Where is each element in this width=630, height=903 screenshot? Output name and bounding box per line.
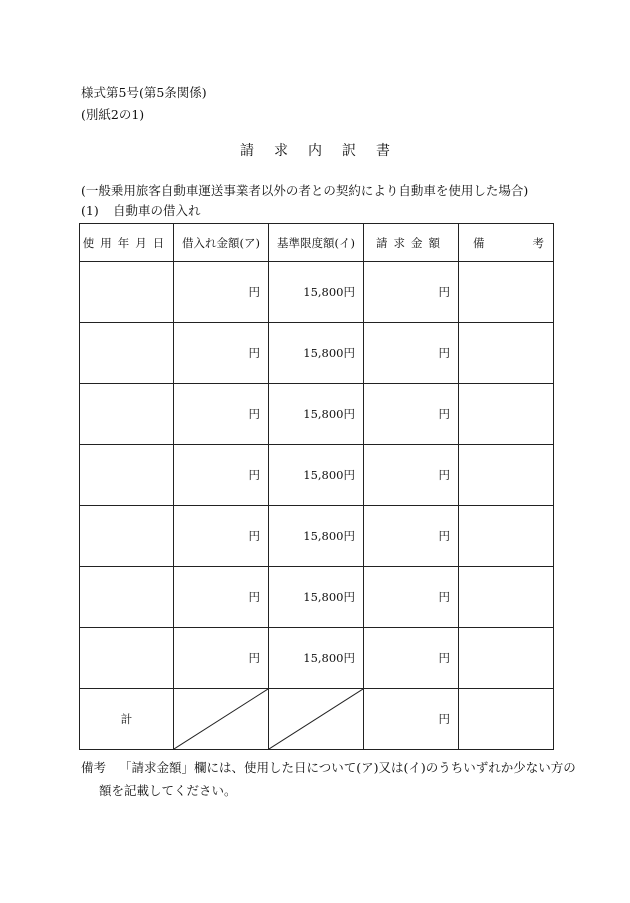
cell-standard-limit[interactable]: 15,800円 [269, 384, 364, 445]
document-title: 請求内訳書 [240, 143, 410, 159]
cell-remarks[interactable] [459, 323, 554, 384]
cell-standard-limit[interactable]: 15,800円 [269, 323, 364, 384]
form-number: 様式第5号(第5条関係) [81, 85, 207, 100]
cell-standard-limit[interactable]: 15,800円 [269, 628, 364, 689]
total-rental-crossed-out [174, 689, 269, 750]
cell-claim-amount[interactable]: 円 [364, 384, 459, 445]
cell-remarks[interactable] [459, 567, 554, 628]
total-limit-crossed-out [269, 689, 364, 750]
header-remarks-part-1: 備 [473, 235, 485, 250]
cell-usage-date[interactable] [80, 384, 174, 445]
cell-standard-limit[interactable]: 15,800円 [269, 506, 364, 567]
cell-rental-amount[interactable]: 円 [174, 323, 269, 384]
cell-usage-date[interactable] [80, 445, 174, 506]
header-usage-date: 使用年月日 [80, 224, 174, 262]
table-row [80, 628, 554, 689]
section-label: 自動車の借入れ [113, 203, 201, 218]
cell-standard-limit[interactable]: 15,800円 [269, 567, 364, 628]
diagonal-strike [174, 689, 268, 749]
table-row [80, 384, 554, 445]
cell-remarks[interactable] [459, 445, 554, 506]
note-label: 備考 [81, 760, 107, 775]
cell-rental-amount[interactable]: 円 [174, 445, 269, 506]
cell-rental-amount[interactable]: 円 [174, 567, 269, 628]
total-remarks[interactable] [459, 689, 554, 750]
table-row [80, 506, 554, 567]
section-number: (1) [81, 203, 99, 218]
table-row [80, 445, 554, 506]
cell-rental-amount[interactable]: 円 [174, 506, 269, 567]
cell-remarks[interactable] [459, 384, 554, 445]
cell-rental-amount[interactable]: 円 [174, 628, 269, 689]
cell-remarks[interactable] [459, 628, 554, 689]
attachment-label: (別紙2の1) [81, 107, 145, 122]
note-line-2: 額を記載してください。 [99, 783, 237, 798]
cell-rental-amount[interactable]: 円 [174, 384, 269, 445]
cell-usage-date[interactable] [80, 262, 174, 323]
table-row [80, 323, 554, 384]
cell-rental-amount[interactable]: 円 [174, 262, 269, 323]
header-standard-limit: 基準限度額(イ) [269, 224, 364, 262]
cell-claim-amount[interactable]: 円 [364, 567, 459, 628]
cell-remarks[interactable] [459, 506, 554, 567]
cell-usage-date[interactable] [80, 628, 174, 689]
total-row [80, 689, 554, 750]
note-text: 「請求金額」欄には、使用した日について(ア)又は(イ)のうちいずれか少ない方の [119, 760, 576, 775]
note-line-1 [81, 758, 576, 776]
total-label: 計 [80, 689, 174, 750]
cell-claim-amount[interactable]: 円 [364, 323, 459, 384]
cell-standard-limit[interactable]: 15,800円 [269, 262, 364, 323]
cell-usage-date[interactable] [80, 567, 174, 628]
table-row [80, 262, 554, 323]
cell-claim-amount[interactable]: 円 [364, 506, 459, 567]
cell-claim-amount[interactable]: 円 [364, 445, 459, 506]
cell-claim-amount[interactable]: 円 [364, 628, 459, 689]
header-rental-amount: 借入れ金額(ア) [174, 224, 269, 262]
header-claim-amount: 請求金額 [364, 224, 459, 262]
cell-standard-limit[interactable]: 15,800円 [269, 445, 364, 506]
cell-usage-date[interactable] [80, 506, 174, 567]
table-header-row [80, 224, 554, 262]
total-claim-amount[interactable]: 円 [364, 689, 459, 750]
diagonal-strike [269, 689, 363, 749]
table-row [80, 567, 554, 628]
document-subtitle: (一般乗用旅客自動車運送事業者以外の者との契約により自動車を使用した場合) [81, 183, 529, 198]
cell-remarks[interactable] [459, 262, 554, 323]
section-heading [81, 201, 201, 219]
header-remarks [459, 224, 554, 262]
claim-breakdown-table [79, 223, 554, 750]
cell-claim-amount[interactable]: 円 [364, 262, 459, 323]
header-remarks-part-2: 考 [532, 235, 544, 250]
cell-usage-date[interactable] [80, 323, 174, 384]
